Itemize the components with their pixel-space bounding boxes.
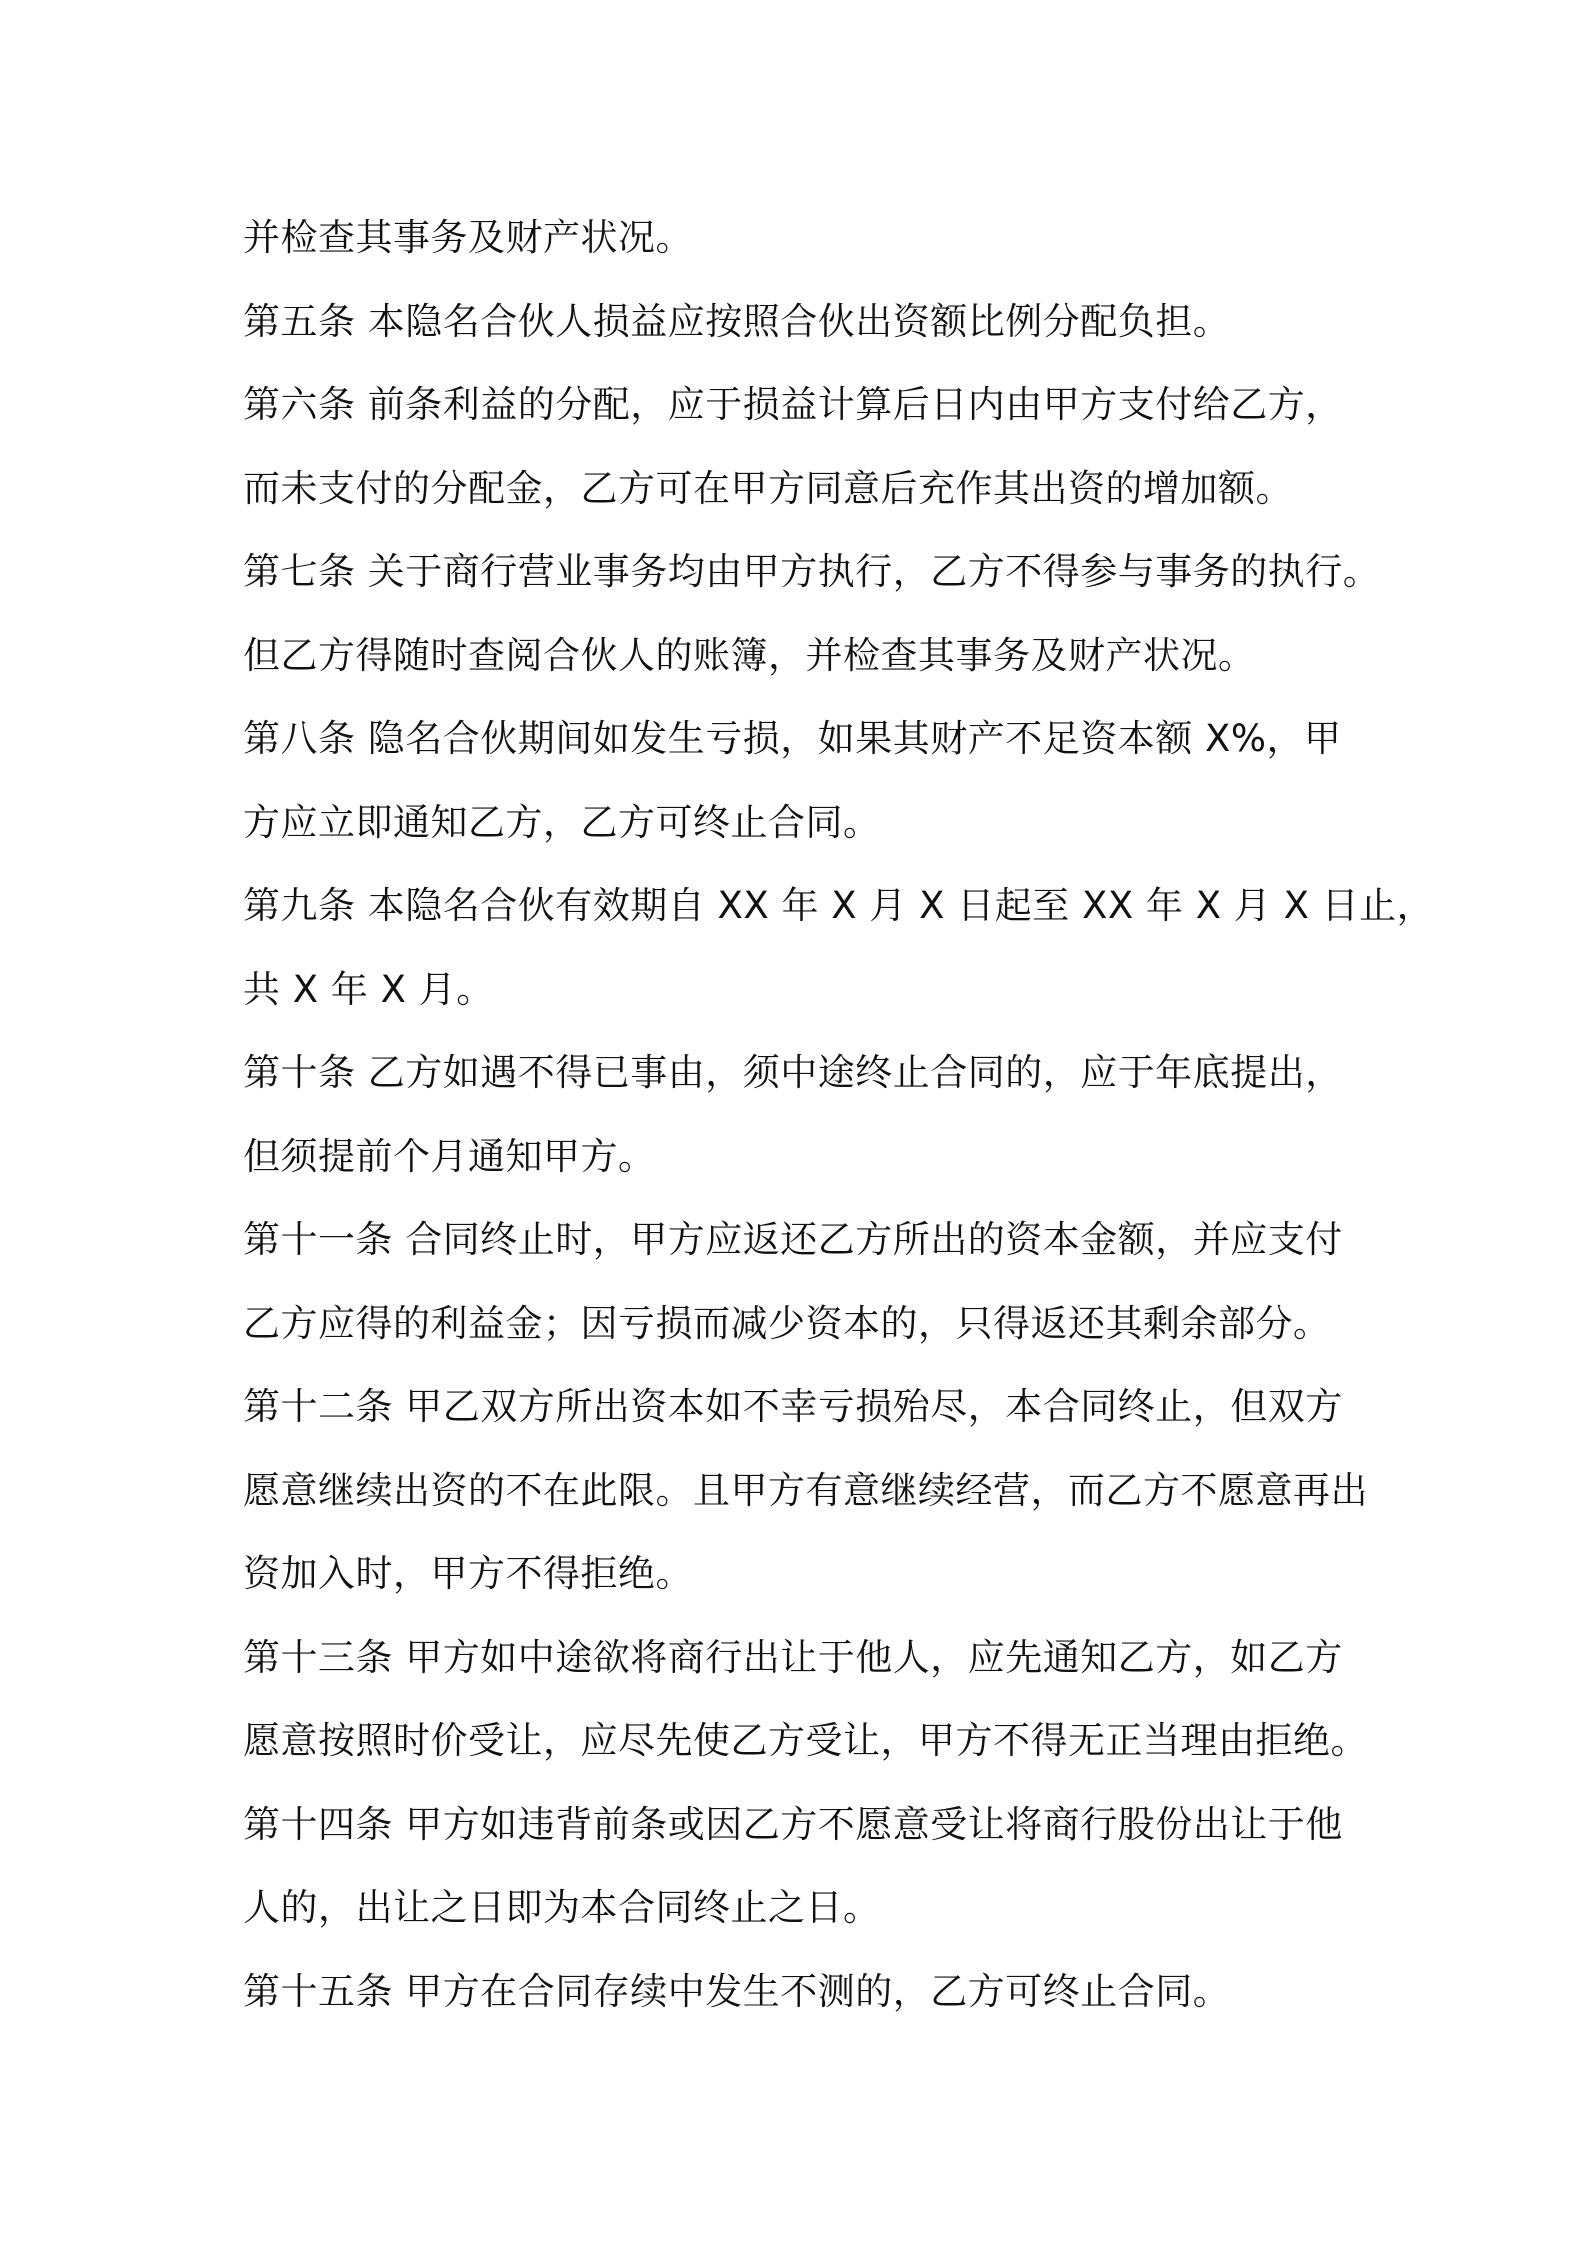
text-line: 第九条 本隐名合伙有效期自 XX 年 X 月 X 日起至 XX 年 X 月 X 日止， [243, 884, 1435, 927]
text-line: 第十四条 甲方如违背前条或因乙方不愿意受让将商行股份出让于他 [243, 1802, 1343, 1846]
text-line: 但乙方得随时查阅合伙人的账簿，并检查其事务及财产状况。 [243, 633, 1256, 677]
text-line: 但须提前个月通知甲方。 [243, 1134, 656, 1178]
text-line: 第六条 前条利益的分配，应于损益计算后日内由甲方支付给乙方， [243, 383, 1343, 426]
text-line: 共 X 年 X 月。 [243, 967, 494, 1011]
text-line: 第十一条 合同终止时，甲方应返还乙方所出的资本金额，并应支付 [243, 1218, 1343, 1261]
text-line: 第十三条 甲方如中途欲将商行出让于他人，应先通知乙方，如乙方 [243, 1635, 1343, 1679]
text-line: 乙方应得的利益金；因亏损而减少资本的，只得返还其剩余部分。 [243, 1301, 1331, 1345]
text-line: 资加入时，甲方不得拒绝。 [243, 1552, 693, 1595]
text-line: 方应立即通知乙方，乙方可终止合同。 [243, 800, 881, 844]
text-line: 愿意按照时价受让，应尽先使乙方受让，甲方不得无正当理由拒绝。 [243, 1719, 1368, 1762]
text-line: 第十条 乙方如遇不得已事由，须中途终止合同的，应于年底提出， [243, 1051, 1343, 1094]
text-line: 人的，出让之日即为本合同终止之日。 [243, 1886, 881, 1929]
text-line: 第十二条 甲乙双方所出资本如不幸亏损殆尽，本合同终止，但双方 [243, 1385, 1343, 1428]
document-body [243, 196, 1435, 2033]
text-line: 愿意继续出资的不在此限。且甲方有意继续经营，而乙方不愿意再出 [243, 1468, 1368, 1512]
text-line: 第七条 关于商行营业事务均由甲方执行，乙方不得参与事务的执行。 [243, 550, 1381, 593]
text-line: 并检查其事务及财产状况。 [243, 216, 693, 259]
text-line: 而未支付的分配金，乙方可在甲方同意后充作其出资的增加额。 [243, 466, 1293, 510]
text-line: 第五条 本隐名合伙人损益应按照合伙出资额比例分配负担。 [243, 299, 1231, 343]
text-line: 第八条 隐名合伙期间如发生亏损，如果其财产不足资本额 X%，甲 [243, 717, 1342, 760]
text-line: 第十五条 甲方在合同存续中发生不测的，乙方可终止合同。 [243, 1969, 1231, 2013]
